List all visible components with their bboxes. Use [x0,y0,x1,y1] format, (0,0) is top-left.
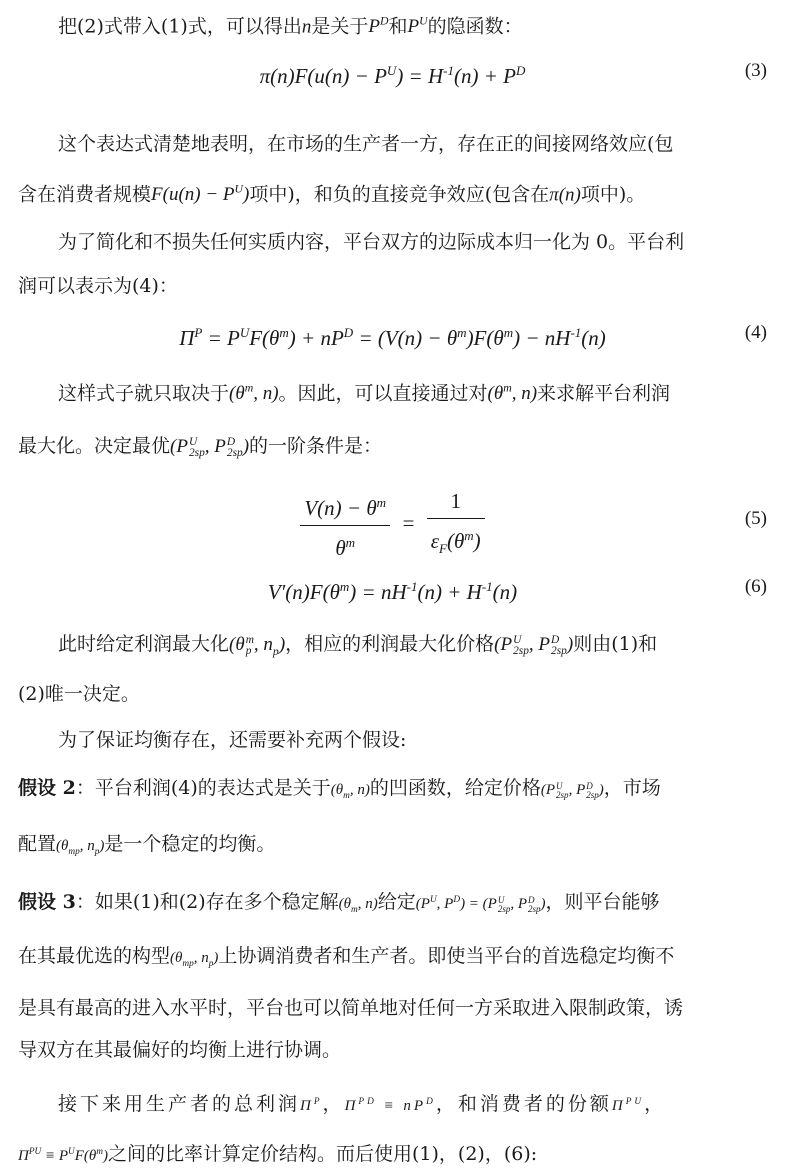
assumption-3-line-2: 在其最优选的构型($\theta_{mp}$, $n_p$)上协调消费者和生产者。即使当平台的首选稳定均衡不 [18,945,675,969]
assumption-2-line-2: 配置($\theta_{mp}$, $n_p$)是一个稳定的均衡。 [18,833,276,857]
equation-3-number: (3) [744,60,767,81]
paragraph-1: 把(2)式带入(1)式，可以得出n是关于$P^D$和$P^U$的隐函数： [58,15,523,38]
paragraph-3-line-2: 润可以表示为(4)： [18,275,178,297]
paragraph-6: 为了保证均衡存在，还需要补充两个假设: [58,729,407,751]
equation-4-number: (4) [744,322,767,343]
assumption-3-label: 假设 3 [18,891,76,913]
assumption-2-line-1: 假设 2：平台利润(4)的表达式是关于($\theta_m$, n)的凹函数，给定价格(PU 2sp, PD 2sp)，市场 [18,777,661,801]
fraction-right: $\frac{1}{\varepsilon_F(\theta^m)}$ [427,486,485,564]
assumption-2-label: 假设 2 [18,777,76,799]
paragraph-7-line-2: $\Pi^{PU} \equiv P^UF(\theta^m)$之间的比率计算定价结构。而后使用(1)，(2)，(6): [18,1143,538,1165]
paragraph-4-line-1: 这样式子就只取决于($\theta^m$, n)。因此，可以直接通过对($\theta^m$, n)来求解平台利润 [58,382,671,405]
equation-5: $\frac{V(n) - \theta^m}{\theta^m}$ = $\frac{1}{\varepsilon_F(\theta^m)}$ (5) [0,486,785,564]
paragraph-2-line-1: 这个表达式清楚地表明，在市场的生产者一方，存在正的间接网络效应(包 [58,133,674,155]
equation-6: $V'(n)F(\theta^m) = nH^{-1}(n) + H^{-1}(n)$ (6) [0,572,785,607]
paragraph-2-line-2: 含在消费者规模$F(u(n) - P^U)$项中)，和负的直接竞争效应(包含在π(n)项中)。 [18,183,646,206]
equation-5-number: (5) [744,508,767,529]
equation-3: $\pi(n)F(u(n) - P^U) = H^{-1}(n) + P^D$ (3) [0,56,785,91]
paragraph-5-line-2: (2)唯一决定。 [18,683,140,705]
paragraph-4-line-2: 最大化。决定最优(PU 2sp, PD 2sp)的一阶条件是： [18,435,383,459]
equation-6-number: (6) [744,576,767,597]
assumption-3-line-4: 导双方在其最偏好的均衡上进行协调。 [18,1039,342,1061]
paragraph-7-line-1: 接下来用生产者的总利润$\Pi^P$，$\Pi^{PD} \equiv nP^D$，和消费者的份额$\Pi^{PU}$， [58,1093,667,1115]
paragraph-3-line-1: 为了简化和不损失任何实质内容，平台双方的边际成本归一化为 0。平台利 [58,231,685,253]
assumption-3-line-3: 是具有最高的进入水平时，平台也可以简单地对任何一方采取进入限制政策，诱 [18,997,684,1019]
fraction-left: $\frac{V(n) - \theta^m}{\theta^m}$ [300,488,390,563]
paragraph-5-line-1: 此时给定利润最大化(θm p , $n_p$)，相应的利润最大化价格(PU 2sp, PD 2sp)则由(1)和 [58,633,658,658]
equation-4: $\Pi^P = P^UF(\theta^m) + nP^D = (V(n) - \theta^m)F(\theta^m) - nH^{-1}(n)$ (4) [0,318,785,353]
assumption-3-line-1: 假设 3：如果(1)和(2)存在多个稳定解($\theta_m$, n)给定($P^U$, $P^D) = (PU$ 2sp, PD 2sp)，则平台能够 [18,891,660,915]
